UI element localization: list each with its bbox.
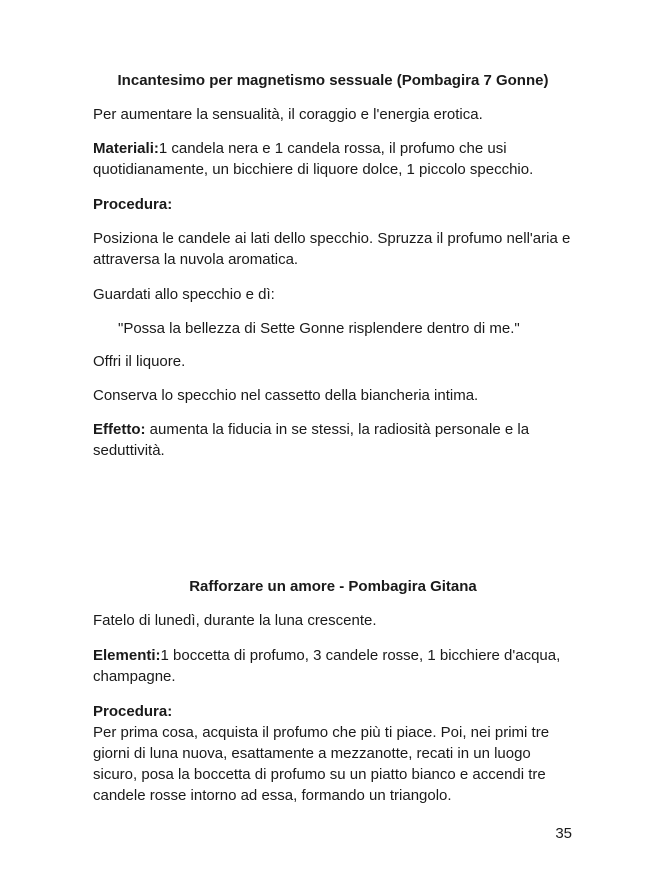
materials-label: Materiali: [93,140,159,157]
section1-effect [93,419,573,461]
section2-procedure-text: Per prima cosa, acquista il profumo che più ti piace. Poi, nei primi tre giorni di luna nuova, esattamente a mezzanotte, recati in un luogo sicuro, posa la boccetta di profumo su un piatto bianco e accendi tre candele rosse intorno ad essa, formando un triangolo. [93,724,550,804]
elements-text: 1 boccetta di profumo, 3 candele rosse, 1 bicchiere d'acqua, champagne. [93,647,561,685]
section1-step4: Conserva lo specchio nel cassetto della biancheria intima. [93,387,479,404]
section1-step2: Guardati allo specchio e dì: [93,286,275,303]
section1-step3: Offri il liquore. [93,353,186,370]
section1-intro: Per aumentare la sensualità, il coraggio e l'energia erotica. [93,106,483,123]
section2-intro: Fatelo di lunedì, durante la luna crescente. [93,612,377,629]
section2-elements [93,645,573,687]
section1-title: Incantesimo per magnetismo sessuale (Pombagira 7 Gonne) [117,72,549,89]
section1-procedure-label: Procedura: [93,196,173,213]
section2-title: Rafforzare un amore - Pombagira Gitana [189,578,477,595]
section1-materials [93,138,573,180]
page-number: 35 [555,825,572,842]
section1-quote: "Possa la bellezza di Sette Gonne risplendere dentro di me." [118,320,520,337]
section2-procedure-label: Procedura: [93,703,173,720]
effect-label: Effetto: [93,421,146,438]
materials-text: 1 candela nera e 1 candela rossa, il profumo che usi quotidianamente, un bicchiere di liquore dolce, 1 piccolo specchio. [93,140,534,178]
effect-text: aumenta la fiducia in se stessi, la radiosità personale e la seduttività. [93,421,530,459]
elements-label: Elementi: [93,647,161,664]
section1-step1: Posiziona le candele ai lati dello specchio. Spruzza il profumo nell'aria e attraversa la nuvola aromatica. [93,230,571,268]
